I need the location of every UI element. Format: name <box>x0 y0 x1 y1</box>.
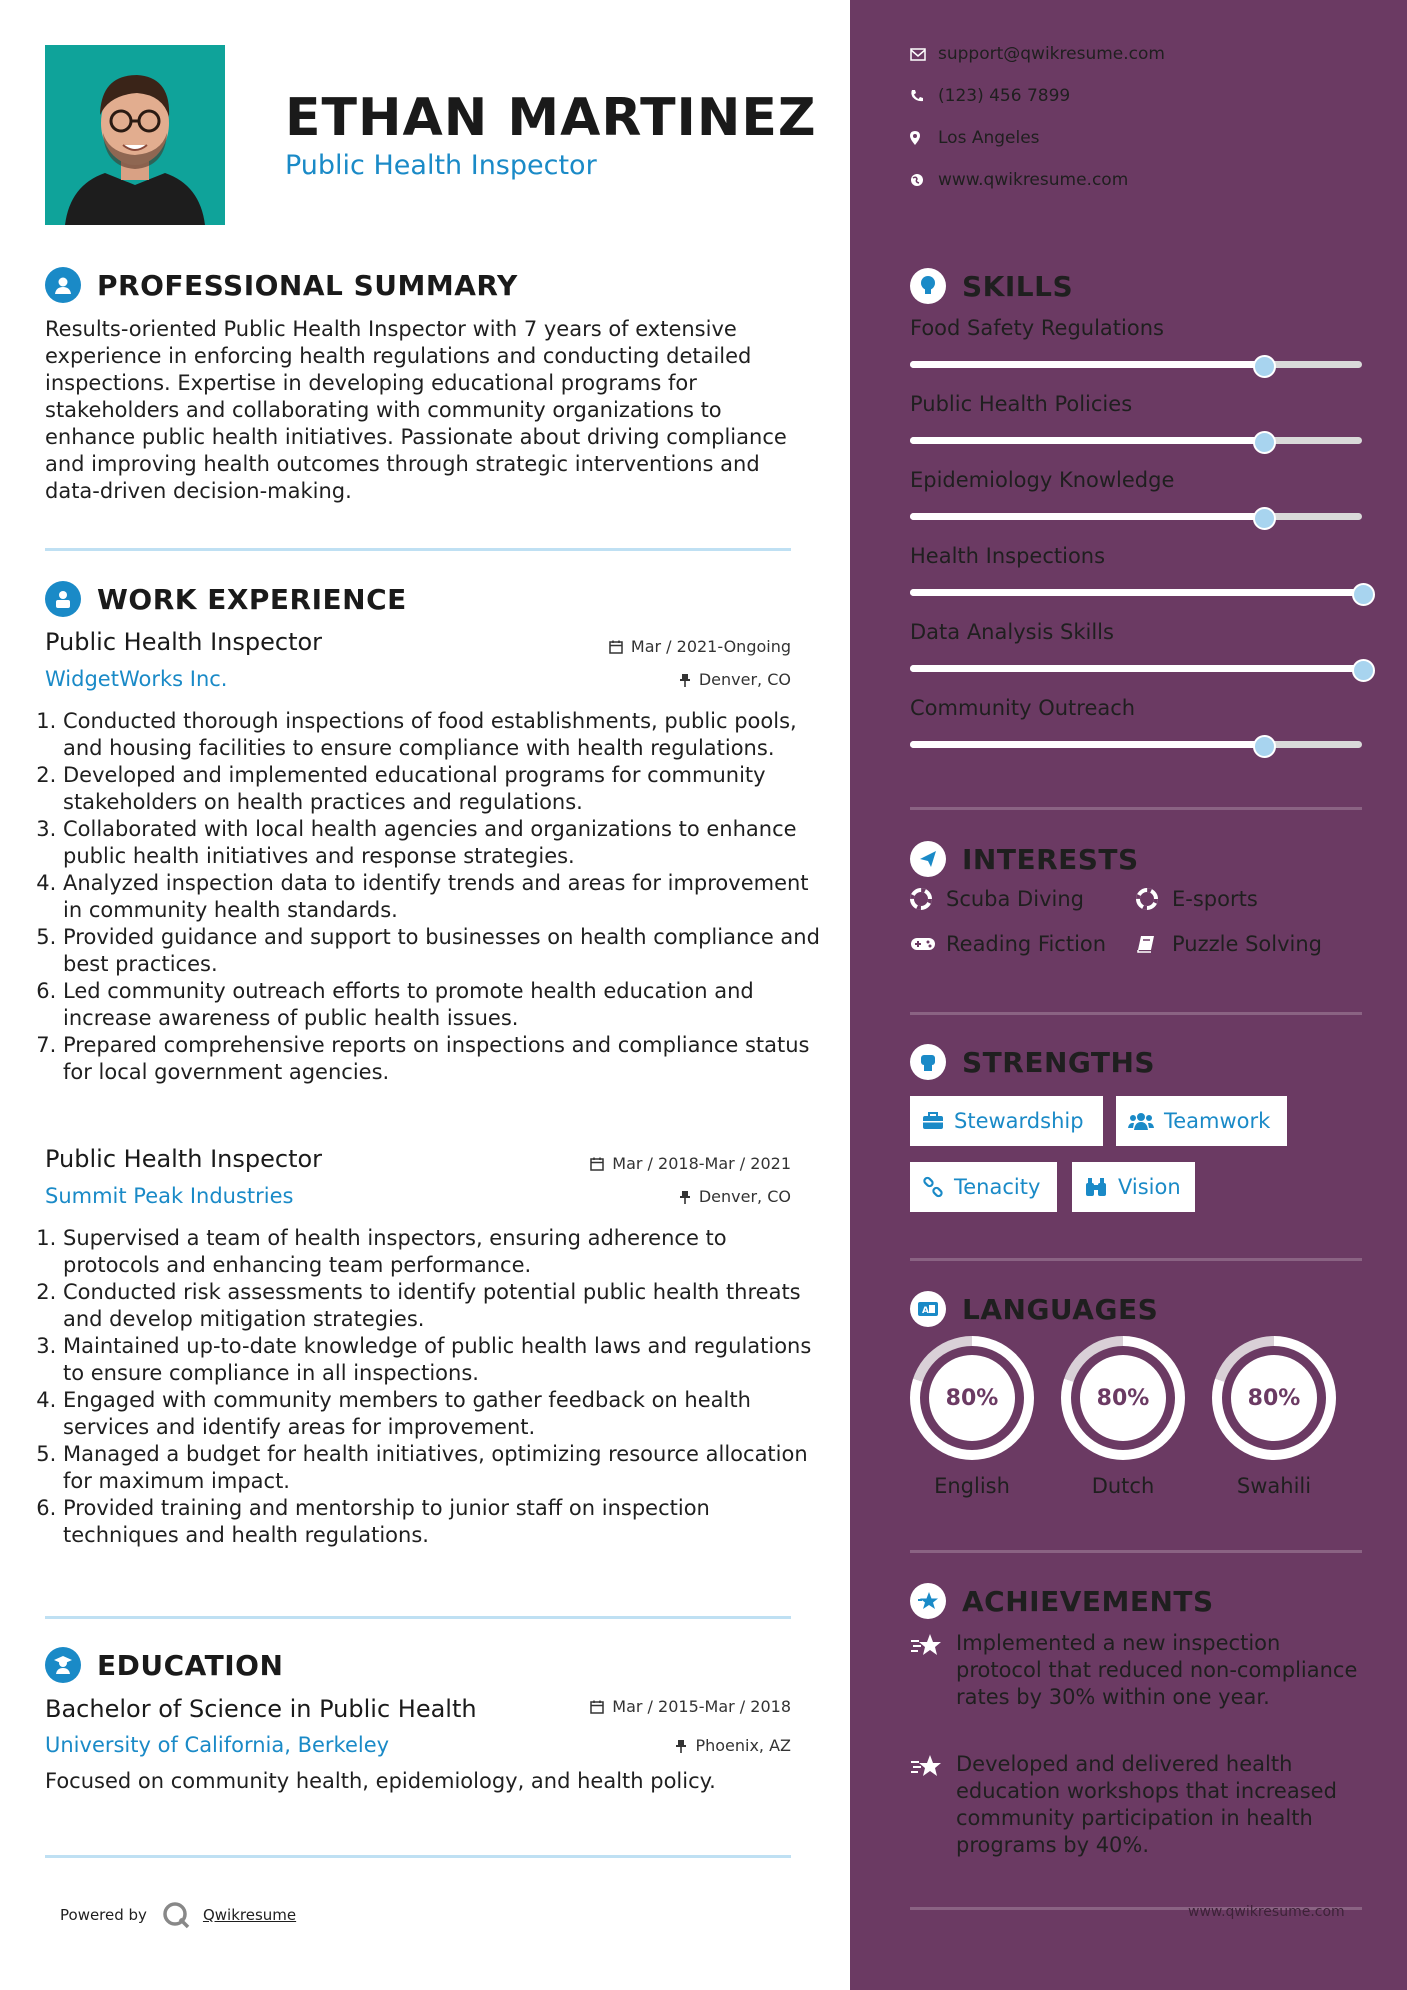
skill-bar <box>910 589 1362 596</box>
languages-heading <box>910 1291 1158 1327</box>
language-name: Swahili <box>1236 1474 1312 1498</box>
job-bullets <box>45 1225 823 1549</box>
education-title: EDUCATION <box>97 1648 284 1682</box>
interest-item <box>910 932 1106 956</box>
interest-item <box>1136 932 1322 956</box>
skill-bar <box>910 665 1362 672</box>
svg-text:A: A <box>922 1306 929 1316</box>
strength-chip <box>1116 1096 1287 1146</box>
job-location <box>679 670 791 689</box>
skill-bar-fill <box>910 437 1263 444</box>
list-item: 3. Collaborated with local health agencies and organizations to enhance public health initiatives and response strategies. <box>63 816 823 870</box>
users-icon <box>1128 1112 1154 1130</box>
skill-bar-knob <box>1253 431 1276 454</box>
interest-item <box>910 887 1084 911</box>
job-location-text: Denver, CO <box>698 670 791 689</box>
skill-bar-knob <box>1352 583 1375 606</box>
life-ring-icon <box>1136 888 1172 910</box>
profile-photo <box>45 45 225 225</box>
school-name: University of California, Berkeley <box>45 1733 390 1757</box>
achievement-item <box>910 1751 1370 1859</box>
degree-title: Bachelor of Science in Public Health <box>45 1695 477 1723</box>
list-item: 1. Supervised a team of health inspectors, ensuring adherence to protocols and enhancing team performance. <box>63 1225 823 1279</box>
skill-bar <box>910 437 1362 444</box>
list-item: 1. Conducted thorough inspections of food establishments, public pools, and housing facilities to ensure compliance with health regulations. <box>63 708 823 762</box>
interest-label: E-sports <box>1172 887 1258 911</box>
strength-chip <box>1072 1162 1195 1212</box>
binoculars-icon <box>1084 1177 1108 1197</box>
job-company: Summit Peak Industries <box>45 1184 294 1208</box>
strengths-title: STRENGTHS <box>962 1045 1156 1079</box>
list-item: 3. Maintained up-to-date knowledge of public health laws and regulations to ensure compliance in all inspections. <box>63 1333 823 1387</box>
candidate-role: Public Health Inspector <box>285 150 597 181</box>
fist-icon <box>910 1044 946 1080</box>
map-marker-icon <box>910 131 938 145</box>
experience-heading <box>45 581 407 617</box>
list-item: 6. Provided training and mentorship to junior staff on inspection techniques and health regulations. <box>63 1495 823 1549</box>
achievement-text: Implemented a new inspection protocol that reduced non-compliance rates by 30% within one year. <box>956 1631 1358 1709</box>
achievement-text: Developed and delivered health education workshops that increased community participation in health programs by 40%. <box>956 1752 1337 1857</box>
calendar-icon <box>609 640 623 654</box>
skill-bar-knob <box>1352 659 1375 682</box>
interests-heading <box>910 841 1139 877</box>
skill-bar <box>910 513 1362 520</box>
language-item <box>1212 1336 1336 1498</box>
skill-label: Data Analysis Skills <box>910 620 1114 644</box>
skills-title: SKILLS <box>962 269 1074 303</box>
graduation-icon <box>45 1647 81 1683</box>
job-dates <box>609 637 791 656</box>
education-location <box>675 1736 791 1755</box>
job-bullets <box>45 708 823 1086</box>
link-icon <box>922 1176 944 1198</box>
skill-bar-knob <box>1253 735 1276 758</box>
calendar-icon <box>590 1157 604 1171</box>
divider <box>910 1258 1362 1261</box>
skill-bar-knob <box>1253 355 1276 378</box>
skill-bar-fill <box>910 361 1263 368</box>
strength-label: Tenacity <box>954 1175 1041 1199</box>
qwikresume-link[interactable]: Qwikresume <box>202 1906 297 1924</box>
skills-heading <box>910 268 1073 304</box>
interest-item <box>1136 887 1258 911</box>
divider <box>45 1616 791 1619</box>
list-item: 2. Conducted risk assessments to identify potential public health threats and develop mitigation strategies. <box>63 1279 823 1333</box>
job-title: Public Health Inspector <box>45 1145 323 1173</box>
envelope-icon <box>910 48 938 61</box>
divider <box>910 1550 1362 1553</box>
job-dates <box>590 1154 791 1173</box>
skill-bar-knob <box>1253 507 1276 530</box>
contact-phone-text: (123) 456 7899 <box>938 86 1071 106</box>
divider <box>45 1855 791 1858</box>
briefcase-user-icon <box>45 581 81 617</box>
contact-location-text: Los Angeles <box>938 128 1040 148</box>
divider <box>910 807 1362 810</box>
list-item: 2. Developed and implemented educational programs for community stakeholders on health practices and regulations. <box>63 762 823 816</box>
language-percent: 80% <box>929 1355 1015 1441</box>
strength-label: Vision <box>1118 1175 1181 1199</box>
education-dates <box>590 1697 791 1716</box>
languages-title: LANGUAGES <box>962 1292 1159 1326</box>
strength-chip <box>910 1096 1103 1146</box>
life-ring-icon <box>910 888 946 910</box>
list-item: 4. Analyzed inspection data to identify trends and areas for improvement in community health standards. <box>63 870 823 924</box>
skill-label: Health Inspections <box>910 544 1106 568</box>
skill-bar <box>910 741 1362 748</box>
achievements-title: ACHIEVEMENTS <box>962 1584 1214 1618</box>
pin-icon <box>679 1190 691 1204</box>
paper-plane-icon <box>910 841 946 877</box>
skill-label: Food Safety Regulations <box>910 316 1164 340</box>
summary-title: PROFESSIONAL SUMMARY <box>97 268 518 302</box>
education-description: Focused on community health, epidemiology, and health policy. <box>45 1769 716 1793</box>
pin-icon <box>675 1739 687 1753</box>
skill-label: Epidemiology Knowledge <box>910 468 1175 492</box>
language-name: English <box>934 1474 1010 1498</box>
language-item <box>910 1336 1034 1498</box>
achievements-heading <box>910 1583 1214 1619</box>
achievement-item <box>910 1630 1370 1711</box>
list-item: 7. Prepared comprehensive reports on inspections and compliance status for local government agencies. <box>63 1032 823 1086</box>
language-ring <box>1061 1336 1185 1460</box>
language-name: Dutch <box>1091 1474 1155 1498</box>
job-dates-text: Mar / 2021-Ongoing <box>630 637 791 656</box>
language-percent: 80% <box>1231 1355 1317 1441</box>
contact-email[interactable] <box>910 44 1165 64</box>
skill-bar-fill <box>910 665 1362 672</box>
list-item: 4. Engaged with community members to gather feedback on health services and identify areas for improvement. <box>63 1387 823 1441</box>
phone-icon <box>910 89 938 103</box>
job-location <box>679 1187 791 1206</box>
shooting-star-icon <box>910 1630 956 1711</box>
summary-heading <box>45 267 518 303</box>
job-title: Public Health Inspector <box>45 628 323 656</box>
interest-label: Scuba Diving <box>946 887 1084 911</box>
contact-website-text: www.qwikresume.com <box>938 170 1129 190</box>
list-item: 5. Managed a budget for health initiatives, optimizing resource allocation for maximum impact. <box>63 1441 823 1495</box>
footer-url[interactable]: www.qwikresume.com <box>1188 1904 1345 1920</box>
list-item: 5. Provided guidance and support to businesses on health compliance and best practices. <box>63 924 823 978</box>
job-location-text: Denver, CO <box>698 1187 791 1206</box>
star-badge-icon <box>910 1583 946 1619</box>
calendar-icon <box>590 1700 604 1714</box>
qwikresume-logo-icon <box>161 1900 191 1930</box>
job-company: WidgetWorks Inc. <box>45 667 228 691</box>
lightbulb-icon <box>910 268 946 304</box>
globe-icon <box>910 173 938 187</box>
contact-location <box>910 128 1040 148</box>
summary-text: Results-oriented Public Health Inspector with 7 years of extensive experience in enforcing health regulations and conducting detailed inspections. Expertise in developing educational programs for stakeholders and collaborating with community organizations to enhance public health initiatives. Passionate about driving compliance and improving health outcomes through strategic interventions and data-driven decision-making. <box>45 317 787 503</box>
pin-icon <box>679 673 691 687</box>
gamepad-icon <box>910 936 946 952</box>
skill-bar-fill <box>910 589 1362 596</box>
job-dates-text: Mar / 2018-Mar / 2021 <box>612 1154 791 1173</box>
education-heading <box>45 1647 283 1683</box>
language-item <box>1061 1336 1185 1498</box>
book-icon <box>1136 934 1172 954</box>
shooting-star-icon <box>910 1751 956 1859</box>
skill-bar <box>910 361 1362 368</box>
language-icon <box>910 1291 946 1327</box>
education-location-text: Phoenix, AZ <box>695 1736 791 1755</box>
education-dates-text: Mar / 2015-Mar / 2018 <box>612 1697 791 1716</box>
contact-phone[interactable] <box>910 86 1070 106</box>
interest-label: Reading Fiction <box>946 932 1107 956</box>
user-icon <box>45 267 81 303</box>
candidate-name: ETHAN MARTINEZ <box>285 88 817 148</box>
strength-label: Teamwork <box>1164 1109 1271 1133</box>
interests-title: INTERESTS <box>962 842 1139 876</box>
powered-by-label: Powered by <box>60 1906 147 1924</box>
strength-chip <box>910 1162 1057 1212</box>
divider <box>910 1012 1362 1015</box>
language-percent: 80% <box>1080 1355 1166 1441</box>
powered-by <box>60 1900 296 1930</box>
skill-label: Community Outreach <box>910 696 1136 720</box>
experience-title: WORK EXPERIENCE <box>97 582 407 616</box>
interest-label: Puzzle Solving <box>1172 932 1322 956</box>
skill-bar-fill <box>910 741 1263 748</box>
strengths-heading <box>910 1044 1155 1080</box>
divider <box>45 548 791 551</box>
language-ring <box>1212 1336 1336 1460</box>
contact-website[interactable] <box>910 170 1128 190</box>
skill-bar-fill <box>910 513 1263 520</box>
list-item: 6. Led community outreach efforts to promote health education and increase awareness of public health issues. <box>63 978 823 1032</box>
briefcase-icon <box>922 1112 944 1130</box>
strength-label: Stewardship <box>954 1109 1084 1133</box>
language-ring <box>910 1336 1034 1460</box>
skill-label: Public Health Policies <box>910 392 1133 416</box>
contact-email-text: support@qwikresume.com <box>938 44 1165 64</box>
